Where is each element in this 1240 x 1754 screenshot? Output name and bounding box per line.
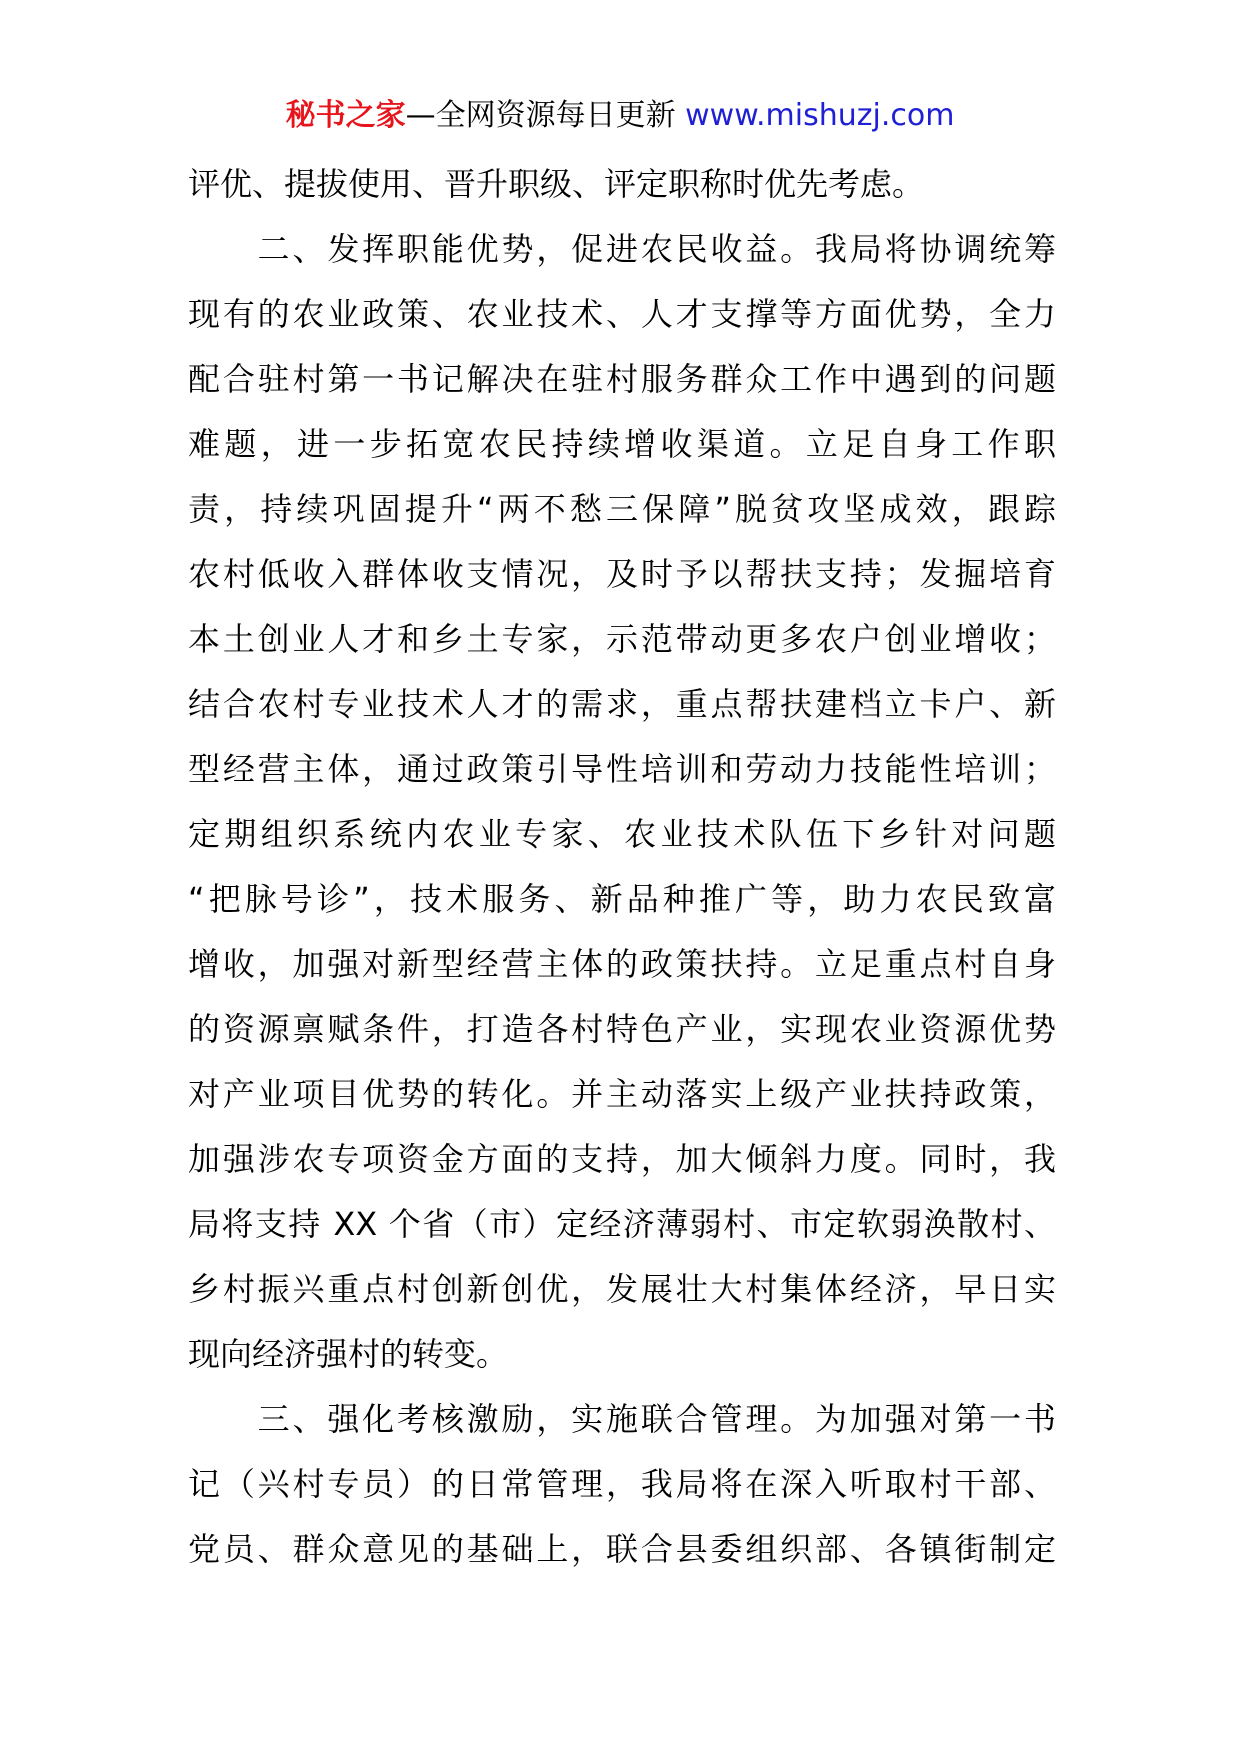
body-line: 局将支持 XX 个省（市）定经济薄弱村、市定软弱涣散村、 (188, 1205, 1056, 1243)
body-line: 本土创业人才和乡土专家，示范带动更多农户创业增收； (188, 620, 1056, 658)
body-line: 结合农村专业技术人才的需求，重点帮扶建档立卡户、新 (188, 685, 1056, 723)
body-line: 型经营主体，通过政策引导性培训和劳动力技能性培训； (188, 750, 1056, 788)
body-line: 农村低收入群体收支情况，及时予以帮扶支持；发掘培育 (188, 555, 1056, 593)
body-line: 难题，进一步拓宽农民持续增收渠道。立足自身工作职 (188, 425, 1056, 463)
document-body (188, 164, 1056, 1594)
body-line: 定期组织系统内农业专家、农业技术队伍下乡针对问题 (188, 815, 1056, 853)
body-line: “把脉号诊”，技术服务、新品种推广等，助力农民致富 (188, 880, 1056, 918)
site-header (0, 96, 1240, 136)
body-line: 党员、群众意见的基础上，联合县委组织部、各镇街制定 (188, 1530, 1056, 1568)
body-line: 的资源禀赋条件，打造各村特色产业，实现农业资源优势 (188, 1010, 1056, 1048)
body-line: 现有的农业政策、农业技术、人才支撑等方面优势，全力 (188, 295, 1056, 333)
brand-name: 秘书之家 (285, 98, 406, 133)
body-line: 二、发挥职能优势，促进农民收益。我局将协调统筹 (188, 230, 1056, 268)
body-line: 三、强化考核激励，实施联合管理。为加强对第一书 (188, 1400, 1056, 1438)
body-line: 评优、提拔使用、晋升职级、评定职称时优先考虑。 (188, 165, 925, 203)
site-url[interactable]: www.mishuzj.com (685, 98, 955, 133)
body-line: 增收，加强对新型经营主体的政策扶持。立足重点村自身 (188, 945, 1056, 983)
body-line: 责，持续巩固提升“两不愁三保障”脱贫攻坚成效，跟踪 (188, 490, 1056, 528)
body-line: 对产业项目优势的转化。并主动落实上级产业扶持政策， (188, 1075, 1056, 1113)
body-line: 加强涉农专项资金方面的支持，加大倾斜力度。同时，我 (188, 1140, 1056, 1178)
body-line: 现向经济强村的转变。 (188, 1335, 509, 1373)
header-slogan: —全网资源每日更新 (405, 98, 686, 133)
body-line: 乡村振兴重点村创新创优，发展壮大村集体经济，早日实 (188, 1270, 1056, 1308)
body-line: 记（兴村专员）的日常管理，我局将在深入听取村干部、 (188, 1465, 1056, 1503)
body-line: 配合驻村第一书记解决在驻村服务群众工作中遇到的问题 (188, 360, 1056, 398)
